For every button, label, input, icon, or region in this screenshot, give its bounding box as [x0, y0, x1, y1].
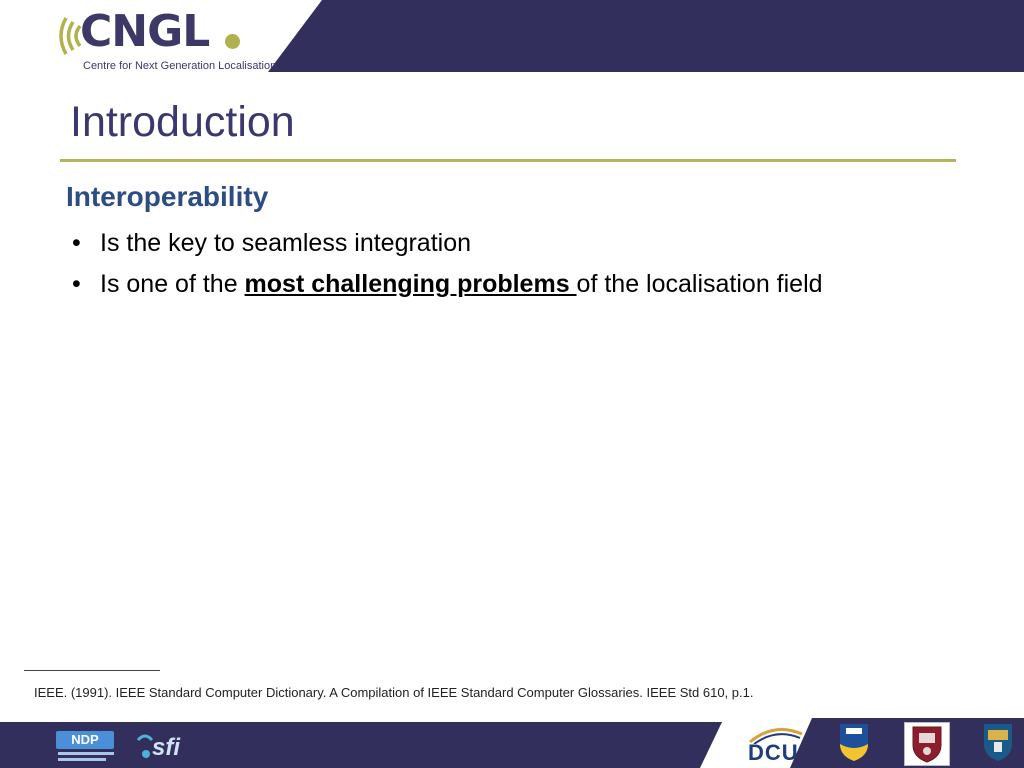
footnote-divider: [24, 670, 160, 671]
bullet-item: [72, 264, 823, 305]
bullet-text-prefix: Is one of the: [100, 270, 245, 298]
bullet-list: [72, 223, 823, 305]
sfi-logo: [136, 730, 194, 766]
logo-wordmark: CNGL: [80, 6, 210, 57]
trinity-crest-icon: [904, 722, 950, 766]
ndp-logo-line: [58, 752, 114, 755]
section-heading: Interoperability: [66, 181, 269, 212]
ndp-logo-label: NDP: [56, 731, 114, 749]
dcu-logo: [744, 724, 806, 768]
ucd-crest-icon: [838, 722, 870, 762]
signal-waves-icon: [58, 12, 82, 60]
footnote: IEEE. (1991). IEEE Standard Computer Dictionary. A Compilation of IEEE Standard Computer Glossaries. IEEE Std 610, p.1.: [34, 685, 754, 700]
logo-tagline: Centre for Next Generation Localisation: [83, 60, 277, 72]
bullet-text-suffix: of the localisation field: [576, 270, 823, 298]
queens-crest-icon: [982, 722, 1014, 762]
slide-title: Introduction: [70, 98, 295, 146]
sfi-logo-label: sfi: [152, 734, 181, 761]
ndp-logo-line: [58, 758, 106, 761]
dcu-logo-label: DCU: [748, 740, 799, 765]
ndp-logo: [56, 731, 116, 765]
cngl-logo: [58, 6, 277, 74]
title-divider: [60, 159, 956, 162]
bullet-text: Is the key to seamless integration: [100, 229, 472, 257]
bullet-glyph: •: [72, 270, 81, 298]
bullet-glyph: •: [72, 229, 81, 257]
bullet-emphasis: most challenging problems: [244, 270, 577, 298]
logo-dot: [225, 34, 240, 49]
bullet-item: [72, 223, 823, 264]
